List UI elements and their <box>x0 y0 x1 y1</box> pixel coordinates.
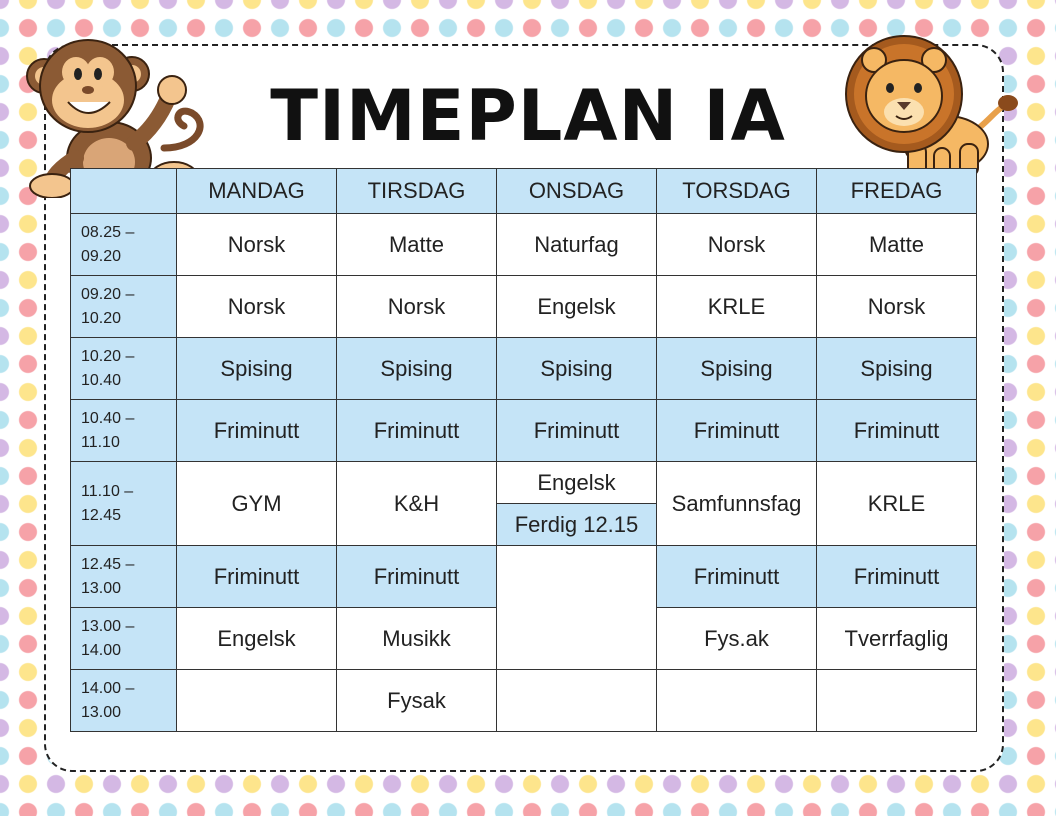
timetable <box>70 168 977 732</box>
table-row <box>71 214 977 276</box>
day-header: TORSDAG <box>657 169 817 214</box>
table-row <box>71 338 977 400</box>
lesson-cell <box>497 670 657 732</box>
table-row <box>71 400 977 462</box>
day-header: ONSDAG <box>497 169 657 214</box>
lesson-cell: Norsk <box>177 276 337 338</box>
lesson-cell: K&H <box>337 462 497 546</box>
corner-cell <box>71 169 177 214</box>
lesson-cell: Spising <box>497 338 657 400</box>
lesson-cell: Fysak <box>337 670 497 732</box>
lesson-cell: Norsk <box>817 276 977 338</box>
lesson-cell: Musikk <box>337 608 497 670</box>
lesson-cell <box>497 546 657 670</box>
lesson-cell: KRLE <box>657 276 817 338</box>
lesson-cell: Friminutt <box>177 546 337 608</box>
finish-note: Ferdig 12.15 <box>497 504 657 546</box>
time-slot: 10.20 – 10.40 <box>71 338 177 400</box>
lesson-cell <box>657 670 817 732</box>
lesson-cell: Friminutt <box>177 400 337 462</box>
lesson-cell: Norsk <box>337 276 497 338</box>
lesson-cell: Fys.ak <box>657 608 817 670</box>
lesson-cell: KRLE <box>817 462 977 546</box>
lesson-cell: Friminutt <box>657 400 817 462</box>
time-slot: 13.00 – 14.00 <box>71 608 177 670</box>
lesson-cell: Friminutt <box>497 400 657 462</box>
table-row <box>71 462 977 504</box>
lesson-cell: Spising <box>657 338 817 400</box>
lesson-cell: Engelsk <box>497 276 657 338</box>
time-slot: 11.10 – 12.45 <box>71 462 177 546</box>
lesson-cell: Norsk <box>177 214 337 276</box>
lesson-cell: Samfunnsfag <box>657 462 817 546</box>
lesson-cell: Engelsk <box>177 608 337 670</box>
lesson-cell: Spising <box>817 338 977 400</box>
day-header: MANDAG <box>177 169 337 214</box>
lesson-cell: GYM <box>177 462 337 546</box>
header-row <box>71 169 977 214</box>
lesson-cell: Engelsk <box>497 462 657 504</box>
time-slot: 08.25 – 09.20 <box>71 214 177 276</box>
lesson-cell: Friminutt <box>657 546 817 608</box>
time-slot: 09.20 – 10.20 <box>71 276 177 338</box>
lesson-cell: Friminutt <box>337 546 497 608</box>
time-slot: 14.00 – 13.00 <box>71 670 177 732</box>
day-header: TIRSDAG <box>337 169 497 214</box>
lesson-cell: Norsk <box>657 214 817 276</box>
lesson-cell: Spising <box>337 338 497 400</box>
lesson-cell: Matte <box>337 214 497 276</box>
time-slot: 10.40 – 11.10 <box>71 400 177 462</box>
table-row <box>71 670 977 732</box>
lesson-cell: Friminutt <box>817 400 977 462</box>
time-slot: 12.45 – 13.00 <box>71 546 177 608</box>
lesson-cell <box>177 670 337 732</box>
lesson-cell: Tverrfaglig <box>817 608 977 670</box>
lesson-cell: Friminutt <box>817 546 977 608</box>
lesson-cell: Friminutt <box>337 400 497 462</box>
day-header: FREDAG <box>817 169 977 214</box>
page-title: TIMEPLAN IA <box>270 75 786 157</box>
lesson-cell <box>817 670 977 732</box>
lesson-cell: Naturfag <box>497 214 657 276</box>
table-row <box>71 546 977 608</box>
lesson-cell: Matte <box>817 214 977 276</box>
table-row <box>71 276 977 338</box>
lesson-cell: Spising <box>177 338 337 400</box>
